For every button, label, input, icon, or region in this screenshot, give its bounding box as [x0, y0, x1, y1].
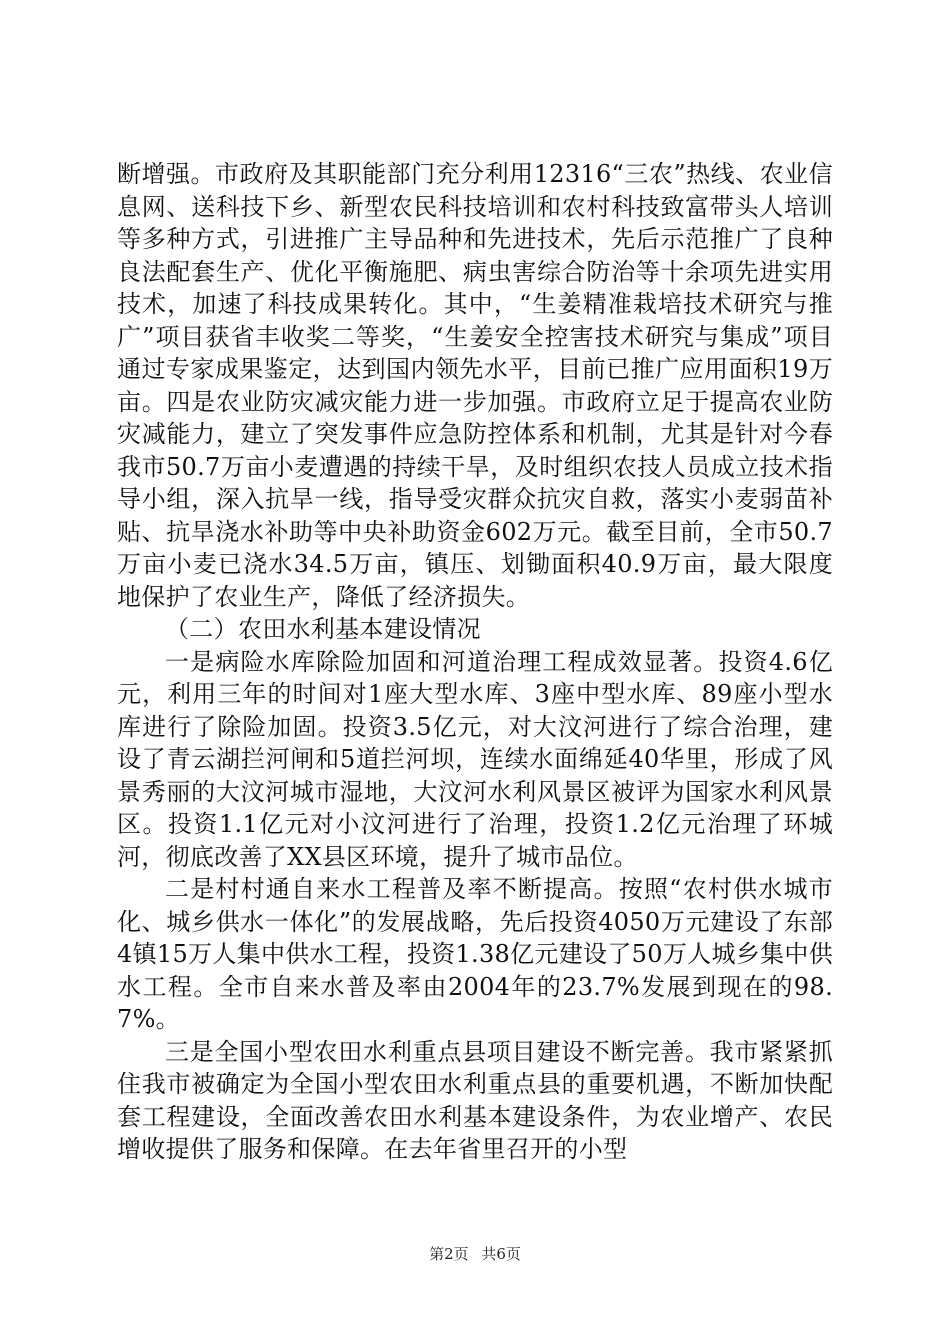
- paragraph-water-supply: 二是村村通自来水工程普及率不断提高。按照“农村供水城市化、城乡供水一体化”的发展战略，先后投资4050万元建设了东部4镇15万人集中供水工程，投资1.38亿元建设了50万人城乡集中供水工程。全市自来水普及率由2004年的23.7%发展到现在的98.7%。: [117, 875, 833, 1033]
- document-body: [117, 158, 833, 1166]
- paragraph-reservoir: 一是病险水库除险加固和河道治理工程成效显著。投资4.6亿元，利用三年的时间对1座大型水库、3座中型水库、89座小型水库进行了除险加固。投资3.5亿元，对大汶河进行了综合治理，建设了青云湖拦河闸和5道拦河坝，连续水面绵延40华里，形成了风景秀丽的大汶河城市湿地，大汶河水利风景区被评为国家水利风景区。投资1.1亿元对小汶河进行了治理，投资1.2亿元治理了环城河，彻底改善了XX县区环境，提升了城市品位。: [117, 647, 833, 871]
- page-number: 第2页: [429, 1245, 469, 1263]
- page-footer: [0, 1243, 950, 1264]
- paragraph-key-county: 三是全国小型农田水利重点县项目建设不断完善。我市紧紧抓住我市被确定为全国小型农田水利重点县的重要机遇，不断加快配套工程建设，全面改善农田水利基本建设条件，为农业增产、农民增收提供了服务和保障。在去年省里召开的小型: [117, 1037, 833, 1163]
- page-total: 共6页: [481, 1245, 521, 1263]
- paragraph-continued: 断增强。市政府及其职能部门充分利用12316“三农”热线、农业信息网、送科技下乡、新型农民科技培训和农村科技致富带头人培训等多种方式，引进推广主导品种和先进技术，先后示范推广了良种良法配套生产、优化平衡施肥、病虫害综合防治等十余项先进实用技术，加速了科技成果转化。其中，“生姜精准栽培技术研究与推广”项目获省丰收奖二等奖，“生姜安全控害技术研究与集成”项目通过专家成果鉴定，达到国内领先水平，目前已推广应用面积19万亩。四是农业防灾减灾能力进一步加强。市政府立足于提高农业防灾减能力，建立了突发事件应急防控体系和机制，尤其是针对今春我市50.7万亩小麦遭遇的持续干旱，及时组织农技人员成立技术指导小组，深入抗旱一线，指导受灾群众抗灾自救，落实小麦弱苗补贴、抗旱浇水补助等中央补助资金602万元。截至目前，全市50.7万亩小麦已浇水34.5万亩，镇压、划锄面积40.9万亩，最大限度地保护了农业生产，降低了经济损失。: [117, 160, 834, 611]
- section-heading: （二）农田水利基本建设情况: [165, 615, 481, 643]
